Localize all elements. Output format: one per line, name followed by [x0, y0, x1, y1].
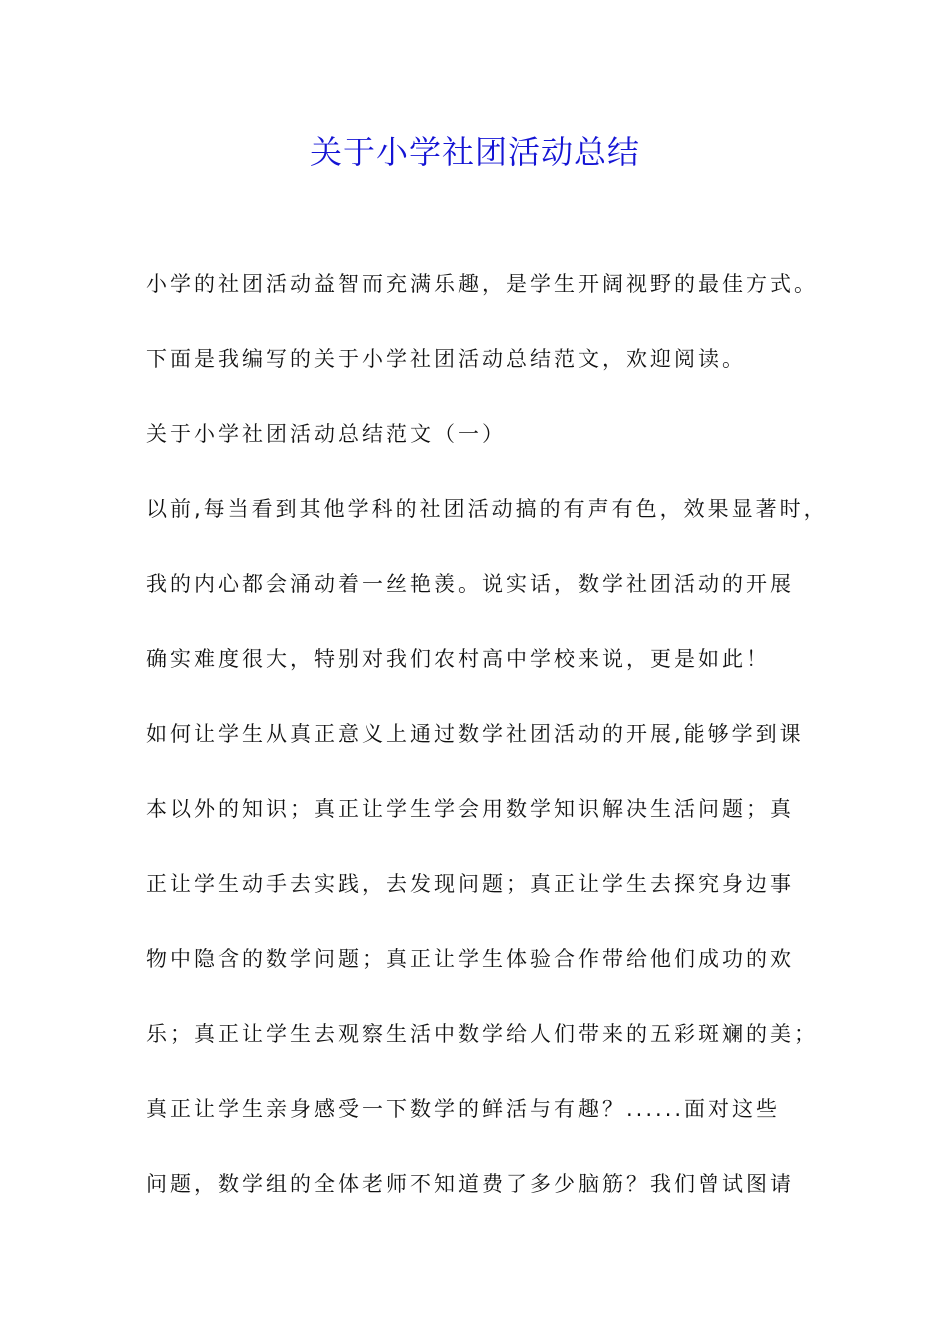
paragraph-line-8: 本以外的知识；真正让学生学会用数学知识解决生活问题；真 — [146, 797, 794, 821]
paragraph-line-1: 小学的社团活动益智而充满乐趣，是学生开阔视野的最佳方式。 — [146, 272, 818, 296]
paragraph-line-4: 以前,每当看到其他学科的社团活动搞的有声有色，效果显著时， — [146, 497, 828, 521]
paragraph-line-9: 正让学生动手去实践，去发现问题；真正让学生去探究身边事 — [146, 872, 794, 896]
paragraph-line-6: 确实难度很大，特别对我们农村高中学校来说，更是如此！ — [146, 647, 770, 671]
paragraph-line-12: 真正让学生亲身感受一下数学的鲜活与有趣？......面对这些 — [146, 1097, 781, 1121]
paragraph-line-7: 如何让学生从真正意义上通过数学社团活动的开展,能够学到课 — [146, 722, 804, 746]
paragraph-line-11: 乐；真正让学生去观察生活中数学给人们带来的五彩斑斓的美； — [146, 1022, 818, 1046]
paragraph-line-10: 物中隐含的数学问题；真正让学生体验合作带给他们成功的欢 — [146, 947, 794, 971]
section-heading: 关于小学社团活动总结范文（一） — [146, 422, 506, 446]
paragraph-line-2: 下面是我编写的关于小学社团活动总结范文，欢迎阅读。 — [146, 347, 746, 371]
paragraph-line-5: 我的内心都会涌动着一丝艳羡。说实话，数学社团活动的开展 — [146, 572, 794, 596]
paragraph-line-13: 问题，数学组的全体老师不知道费了多少脑筋？我们曾试图请 — [146, 1172, 794, 1196]
document-title: 关于小学社团活动总结 — [309, 133, 640, 171]
